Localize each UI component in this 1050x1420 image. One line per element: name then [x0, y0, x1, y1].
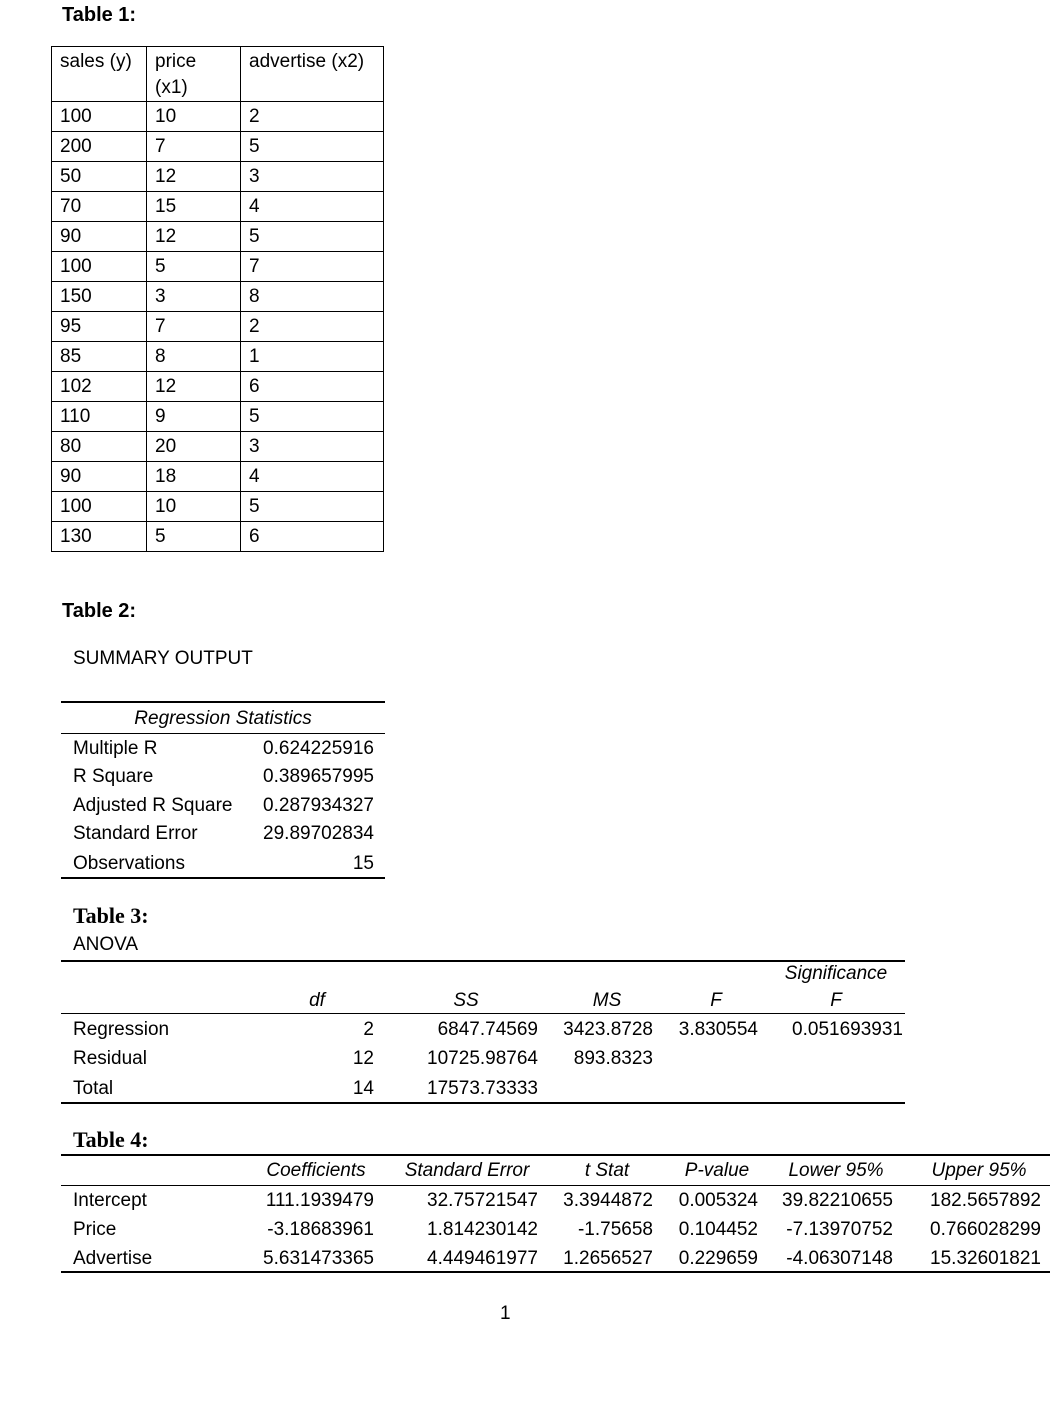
table4-bottom-rule: [61, 1271, 1050, 1273]
table1-row: [52, 312, 384, 342]
table1-cell: 4: [241, 462, 384, 492]
anova-label: ANOVA: [73, 934, 139, 955]
table1-row: [52, 462, 384, 492]
table3-cell: 17573.73333: [427, 1078, 538, 1099]
table4-title: Table 4:: [73, 1127, 149, 1152]
table3-bottom-rule: [61, 1102, 905, 1104]
table1-cell: 110: [52, 402, 147, 432]
table1-cell: 50: [52, 162, 147, 192]
table3-header-cell: df: [309, 990, 325, 1011]
table4-header-cell: Upper 95%: [931, 1160, 1027, 1181]
table2-title: Table 2:: [62, 600, 137, 622]
table2-top-rule: [61, 701, 385, 703]
table4-cell: Price: [73, 1219, 117, 1240]
table1-cell: 5: [241, 402, 384, 432]
table3-cell: Residual: [73, 1048, 147, 1069]
table4-cell: 182.5657892: [930, 1190, 1041, 1211]
table4-cell: -7.13970752: [786, 1219, 893, 1240]
table1-cell: 100: [52, 492, 147, 522]
table4-cell: -4.06307148: [786, 1248, 893, 1269]
table3-header-rule: [61, 1013, 905, 1014]
table1-cell: 130: [52, 522, 147, 552]
table1-cell: 12: [147, 162, 241, 192]
page-number: 1: [500, 1303, 511, 1324]
table1-row: [52, 372, 384, 402]
table1-header-cell: price (x1): [147, 47, 241, 102]
table1-cell: 4: [241, 192, 384, 222]
table1-row: [52, 432, 384, 462]
table2-label: R Square: [73, 766, 154, 787]
table1-cell: 10: [147, 102, 241, 132]
table2-value: 0.624225916: [263, 738, 374, 759]
table1-row: [52, 222, 384, 252]
table1-cell: 5: [147, 522, 241, 552]
table3-cell: [545, 1075, 653, 1103]
table1-cell: 2: [241, 312, 384, 342]
table4-cell: Intercept: [73, 1190, 147, 1211]
table1-row: [52, 282, 384, 312]
table4-cell: -1.75658: [577, 1219, 653, 1240]
table1-cell: 18: [147, 462, 241, 492]
table1-cell: 20: [147, 432, 241, 462]
table1-cell: 100: [52, 102, 147, 132]
table3-cell: 893.8323: [573, 1048, 653, 1069]
table1-row: [52, 252, 384, 282]
table1-cell: 1: [241, 342, 384, 372]
table3-header-cell: SS: [453, 990, 479, 1011]
table1-cell: 5: [241, 222, 384, 252]
table1-cell: 15: [147, 192, 241, 222]
table3-header-cell: F: [710, 990, 722, 1011]
table1-cell: 3: [241, 162, 384, 192]
table3-header-cell: MS: [592, 990, 622, 1011]
table4-cell: Advertise: [73, 1248, 153, 1269]
table2-value: 0.287934327: [263, 795, 374, 816]
regression-statistics-heading: Regression Statistics: [134, 708, 312, 729]
table1-cell: 6: [241, 372, 384, 402]
table4-top-rule: [61, 1154, 1050, 1156]
table1-cell: 5: [241, 132, 384, 162]
table1-row: [52, 192, 384, 222]
table4-cell: 0.104452: [678, 1219, 758, 1240]
table1-cell: 6: [241, 522, 384, 552]
table3-cell: 3423.8728: [563, 1019, 653, 1040]
table1-cell: 3: [241, 432, 384, 462]
table3-title: Table 3:: [73, 903, 149, 928]
table1-row: [52, 522, 384, 552]
table1-cell: 70: [52, 192, 147, 222]
table2-value: 0.389657995: [263, 766, 374, 787]
table4-cell: 3.3944872: [563, 1190, 653, 1211]
table3-cell: Total: [73, 1078, 114, 1099]
table1-cell: 200: [52, 132, 147, 162]
table1-cell: 150: [52, 282, 147, 312]
table3-cell: Regression: [73, 1019, 170, 1040]
table1-cell: 100: [52, 252, 147, 282]
table2-label: Observations: [73, 853, 185, 874]
table3-cell: 12: [352, 1048, 374, 1069]
table4-cell: -3.18683961: [267, 1219, 374, 1240]
table3-cell: 3.830554: [678, 1019, 758, 1040]
table1-cell: 5: [241, 492, 384, 522]
table2-value: 29.89702834: [263, 823, 374, 844]
table3-cell: [660, 1045, 758, 1073]
table1-row: [52, 102, 384, 132]
table3-cell: 10725.98764: [427, 1048, 538, 1069]
table1-row: [52, 162, 384, 192]
table1-cell: 90: [52, 462, 147, 492]
table1-cell: 10: [147, 492, 241, 522]
table3-cell: 14: [352, 1078, 374, 1099]
table1: [51, 46, 384, 552]
table3-cell: [765, 1075, 903, 1103]
table1-cell: 9: [147, 402, 241, 432]
table4-cell: 1.2656527: [563, 1248, 653, 1269]
table4-cell: 0.229659: [678, 1248, 758, 1269]
table2-label: Multiple R: [73, 738, 158, 759]
table4-cell: 0.766028299: [930, 1219, 1041, 1240]
table2-label: Adjusted R Square: [73, 795, 233, 816]
table1-cell: 2: [241, 102, 384, 132]
table1-cell: 85: [52, 342, 147, 372]
table4-header-cell: Standard Error: [404, 1160, 530, 1181]
table4-cell: 0.005324: [678, 1190, 758, 1211]
table4-cell: 111.1939479: [265, 1190, 374, 1211]
table1-cell: 90: [52, 222, 147, 252]
table2-heading-rule: [61, 733, 385, 734]
table4-cell: 5.631473365: [263, 1248, 374, 1269]
table1-row: [52, 492, 384, 522]
table4-cell: 39.82210655: [782, 1190, 893, 1211]
table3-cell: [765, 1045, 903, 1073]
table1-title: Table 1:: [62, 4, 137, 26]
table1-row: [52, 132, 384, 162]
table4-cell: 15.32601821: [930, 1248, 1041, 1269]
summary-output-label: SUMMARY OUTPUT: [73, 648, 253, 669]
table3-cell: 2: [363, 1019, 374, 1040]
table1-row: [52, 402, 384, 432]
table1-cell: 7: [147, 132, 241, 162]
table1-row: [52, 342, 384, 372]
table1-cell: 12: [147, 222, 241, 252]
table1-cell: 95: [52, 312, 147, 342]
table4-header-rule: [61, 1185, 1050, 1186]
table4-cell: 32.75721547: [427, 1190, 538, 1211]
table3-cell: 0.051693931: [792, 1019, 903, 1040]
table1-cell: 102: [52, 372, 147, 402]
table4-header-cell: t Stat: [584, 1160, 630, 1181]
table1-cell: 5: [147, 252, 241, 282]
table1-cell: 7: [147, 312, 241, 342]
table1-header-cell: sales (y): [52, 47, 147, 102]
table1-cell: 8: [241, 282, 384, 312]
table4-header-cell: Lower 95%: [788, 1160, 884, 1181]
table2-value: 15: [352, 853, 374, 874]
table3-header-cell: Significance: [784, 963, 888, 984]
table4-header-cell: Coefficients: [266, 1160, 366, 1181]
table4-cell: 4.449461977: [427, 1248, 538, 1269]
table1-cell: 3: [147, 282, 241, 312]
table2-label: Standard Error: [73, 823, 198, 844]
table2-bottom-rule: [61, 877, 385, 879]
table1-cell: 7: [241, 252, 384, 282]
table1-header-cell: advertise (x2): [241, 47, 384, 102]
table1-cell: 80: [52, 432, 147, 462]
table4-header-cell: P-value: [684, 1160, 750, 1181]
table1-cell: 12: [147, 372, 241, 402]
table1-cell: 8: [147, 342, 241, 372]
table3-cell: [660, 1075, 758, 1103]
table3-cell: 6847.74569: [437, 1019, 538, 1040]
table3-header-cell: F: [830, 990, 842, 1011]
table4-cell: 1.814230142: [427, 1219, 538, 1240]
table1-header-row: [52, 47, 384, 102]
